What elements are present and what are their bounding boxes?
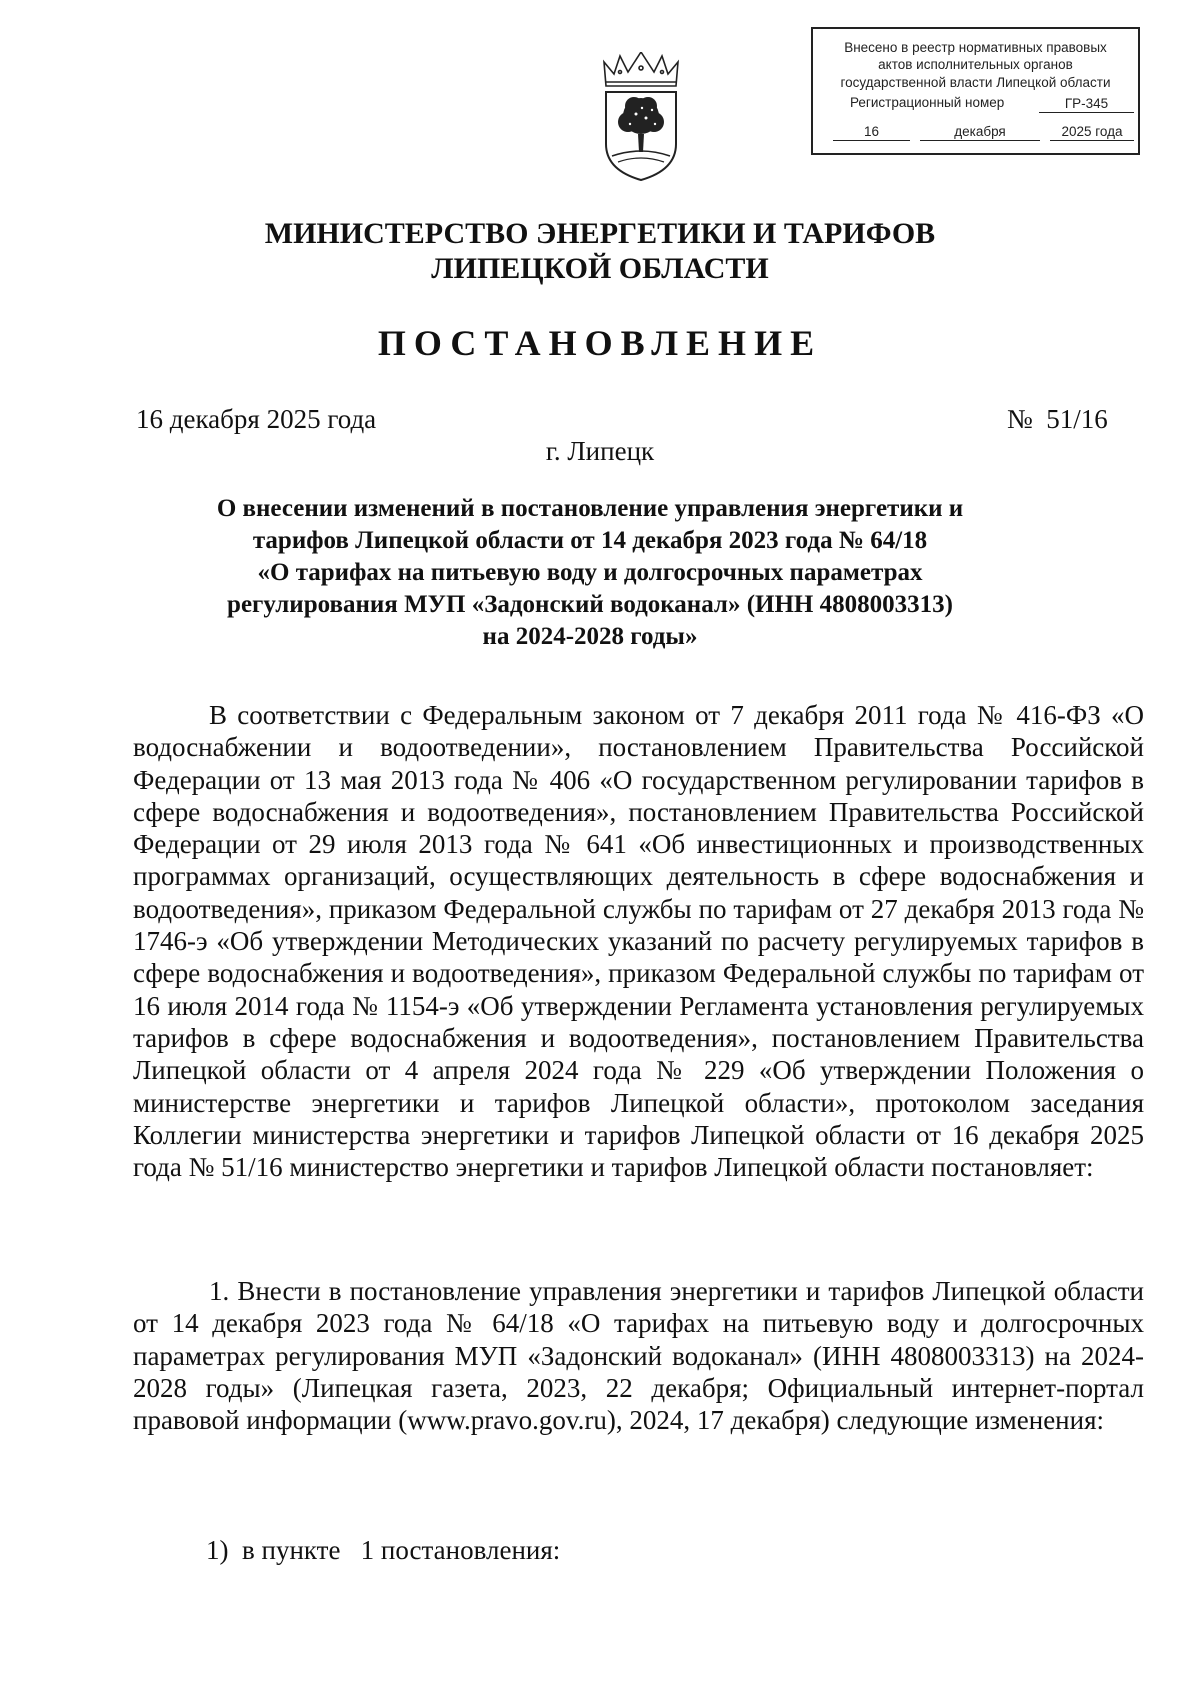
- registry-stamp: [811, 27, 1140, 155]
- preamble-paragraph: В соответствии с Федеральным законом от 7 декабря 2011 года № 416-ФЗ «О водоснабжении и водоотведении», постановлением Правительства Российской Федерации от 13 мая 2013 года № 406 «О государственном регулировании тарифов в сфере водоснабжения и водоотведения», постановлением Правительства Российской Федерации от 29 июля 2013 года № 641 «Об инвестиционных и производственных программах организаций, осуществляющих деятельность в сфере водоснабжения и водоотведения», приказом Федеральной службы по тарифам от 27 декабря 2013 года № 1746-э «Об утверждении Методических указаний по расчету регулируемых тарифов в сфере водоснабжения и водоотведения», приказом Федеральной службы по тарифам от 16 июля 2014 года № 1154-э «Об утверждении Регламента установления регулируемых тарифов в сфере водоснабжения и водоотведения», постановлением Правительства Липецкой области от 4 апреля 2024 года № 229 «Об утверждении Положения о министерстве энергетики и тарифов Липецкой области», протоколом заседания Коллегии министерства энергетики и тарифов Липецкой области от 16 декабря 2025 года № 51/16 министерство энергетики и тарифов Липецкой области постановляет:: [133, 700, 1144, 1183]
- registration-month: декабря: [920, 123, 1040, 141]
- document-city: г. Липецк: [545, 436, 655, 466]
- coat-of-arms-emblem: [598, 52, 684, 184]
- title-line: О внесении изменений в постановление управления энергетики и: [216, 495, 964, 522]
- document-type-heading: ПОСТАНОВЛЕНИЕ: [377, 323, 823, 363]
- registration-number-label: Регистрационный номер: [850, 95, 1005, 110]
- document-date: 16 декабря 2025 года: [136, 404, 377, 434]
- document-number: № 51/16: [1007, 404, 1108, 434]
- registration-day: 16: [833, 123, 910, 141]
- registration-number-value: ГР-345: [1039, 95, 1134, 113]
- subitem-1: 1) в пункте 1 постановления:: [206, 1535, 561, 1565]
- ministry-name-line-1: МИНИСТЕРСТВО ЭНЕРГЕТИКИ И ТАРИФОВ: [264, 217, 936, 250]
- stamp-registration-row: [813, 95, 1138, 113]
- item-1-paragraph: 1. Внести в постановление управления энергетики и тарифов Липецкой области от 14 декабря 2023 года № 64/18 «О тарифах на питьевую воду и долгосрочных параметрах регулирования МУП «Задонский водоканал» (ИНН 4808003313) на 2024-2028 годы» (Липецкая газета, 2023, 22 декабря; Официальный интернет-портал правовой информации (www.pravo.gov.ru), 2024, 17 декабря) следующие изменения:: [133, 1276, 1144, 1436]
- ministry-name: [0, 216, 1200, 286]
- stamp-date-row: [813, 123, 1138, 141]
- document-title: [110, 493, 1070, 653]
- registration-year: 2025 года: [1050, 123, 1134, 141]
- stamp-line-3: государственной власти Липецкой области: [840, 75, 1111, 90]
- title-line: «О тарифах на питьевую воду и долгосрочных параметрах: [257, 559, 923, 586]
- title-line: регулирования МУП «Задонский водоканал» (ИНН 4808003313): [227, 591, 953, 618]
- title-line: тарифов Липецкой области от 14 декабря 2023 года № 64/18: [252, 527, 928, 554]
- stamp-line-1: Внесено в реестр нормативных правовых: [844, 40, 1107, 55]
- stamp-line-2: актов исполнительных органов: [878, 57, 1073, 72]
- title-line: на 2024-2028 годы»: [482, 623, 698, 650]
- ministry-name-line-2: ЛИПЕЦКОЙ ОБЛАСТИ: [431, 252, 769, 285]
